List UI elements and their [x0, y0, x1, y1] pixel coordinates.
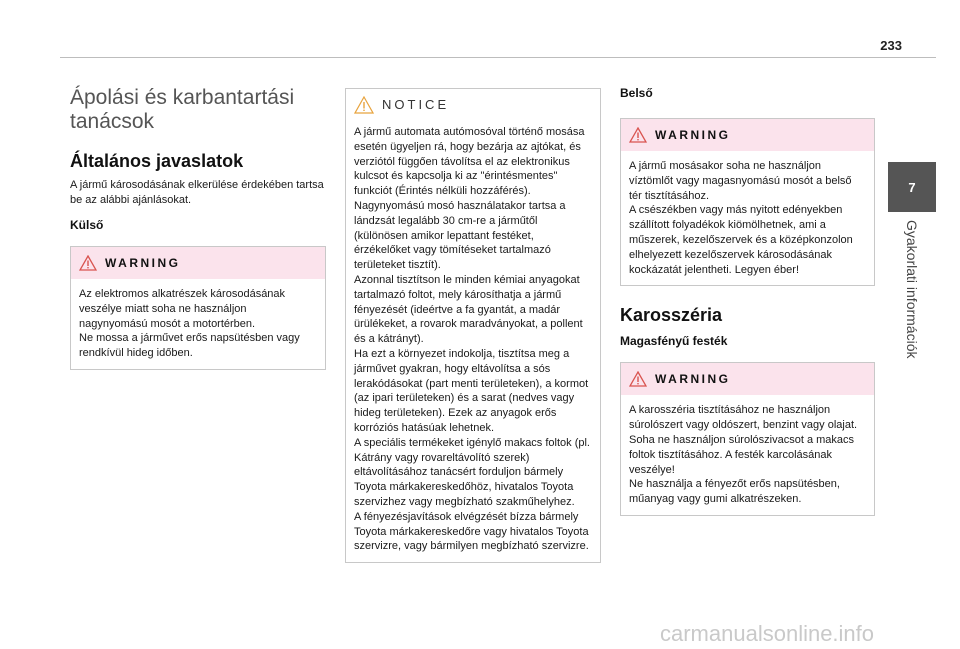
- heading-body: Karosszéria: [620, 305, 723, 326]
- notice-box: [345, 88, 601, 563]
- chapter-tab[interactable]: [888, 162, 936, 611]
- warning-header: [621, 119, 874, 151]
- warning-triangle-icon: [629, 371, 647, 387]
- warning-label: WARNING: [655, 127, 731, 142]
- warning-label: WARNING: [105, 255, 181, 270]
- warning-triangle-icon: [354, 96, 374, 114]
- column-2: [345, 88, 601, 563]
- section-title: Ápolási és karbantartási tanácsok: [70, 86, 295, 133]
- watermark: carmanualsonline.info: [660, 621, 875, 646]
- page-number: 233: [880, 38, 902, 53]
- warning-label: WARNING: [655, 371, 731, 386]
- chapter-number: 7: [888, 162, 936, 212]
- warning-text: Az elektromos alkatrészek károsodásának veszélye miatt soha ne használjon nagynyomású mosót a motortérben. Ne mossa a járművet erős napsütésben vagy rendkívül hideg időben.: [79, 288, 300, 360]
- column-1: [70, 80, 326, 370]
- warning-triangle-icon: [79, 255, 97, 271]
- subheading-interior: Belső: [620, 86, 653, 100]
- warning-text: A jármű mosásakor soha ne használjon víztömlőt vagy magasnyomású mosót a belső tér tisztításához. A csészékben vagy más nyitott edényekben szállított folyadékok kiömölhetnek, ami a műszerek, kezelőszervek és a középkonzolon elhelyezett kezelőszervek károsodásának kockázatát jelentheti. Legyen éber!: [629, 160, 853, 276]
- warning-text: A karosszéria tisztításához ne használjon súrolószert vagy oldószert, benzint vagy olajat. Soha ne használjon súrolószivacsot a makacs foltok tisztításához. A festék karcolásának veszélye! Ne használja a fényezőt erős napsütésben, műanyag vagy gumi alkatrészeken.: [629, 404, 858, 506]
- heading-general: Általános javaslatok: [70, 151, 244, 171]
- warning-header: [71, 247, 325, 279]
- intro-text: A jármű károsodásának elkerülése érdekében tartsa be az alábbi ajánlásokat.: [70, 179, 324, 206]
- column-3: [620, 80, 875, 516]
- warning-triangle-icon: [629, 127, 647, 143]
- header-rule: [60, 57, 936, 58]
- chapter-label: Gyakorlati információk: [904, 220, 920, 359]
- warning-header: [621, 363, 874, 395]
- notice-label: NOTICE: [382, 96, 450, 112]
- warning-box-interior: [620, 118, 875, 286]
- warning-box-exterior: [70, 246, 326, 370]
- subheading-exterior: Külső: [70, 218, 104, 232]
- warning-box-body: [620, 362, 875, 516]
- notice-header: [346, 89, 600, 121]
- notice-text: A jármű automata autómosóval történő mosása esetén ügyeljen rá, hogy bezárja az ajtókat, és verziótól függően távolítsa el az elektronikus kulcsot és kapcsolja ki az "érintésmentes" funkciót (Érintés nélküli hozzáférés). Nagynyomású mosó használatakor tartsa a lándzsát legalább 30 cm-re a járműtől (különösen amikor lepattant festéket, érzékelőket vagy tömítéseket tartalmazó területeket tisztít). Azonnal tisztítson le minden kémiai anyagokat tartalmazó foltot, mely károsíthatja a jármű fényezését (ideértve a fa gyantát, a madár ürülékeket, a rovarok maradványokat, a pollent és a kátrányt). Ha ezt a környezet indokolja, tisztítsa meg a járművet gyakran, hogy eltávolítsa a sós lerakódásokat (part menti területeken), a kormot (az ipari területeken) és a sarat (nedves vagy hideg területeken). Ezek az anyagok erős korróziós hatásúak lehetnek. A speciális termékeket igénylő makacs foltok (pl. Kátrány vagy rovareltávolító szerek) eltávolításához tanácsért forduljon bármely Toyota márkakereskedőhöz, hivatalos Toyota szervizhez vagy megbízható szakműhelyhez. A fényezésjavítások elvégzését bízza bármely Toyota márkakereskedőre vagy hivatalos Toyota szervizre, vagy bármilyen megbízható szervizre.: [354, 126, 590, 553]
- subheading-paint: Magasfényű festék: [620, 334, 728, 349]
